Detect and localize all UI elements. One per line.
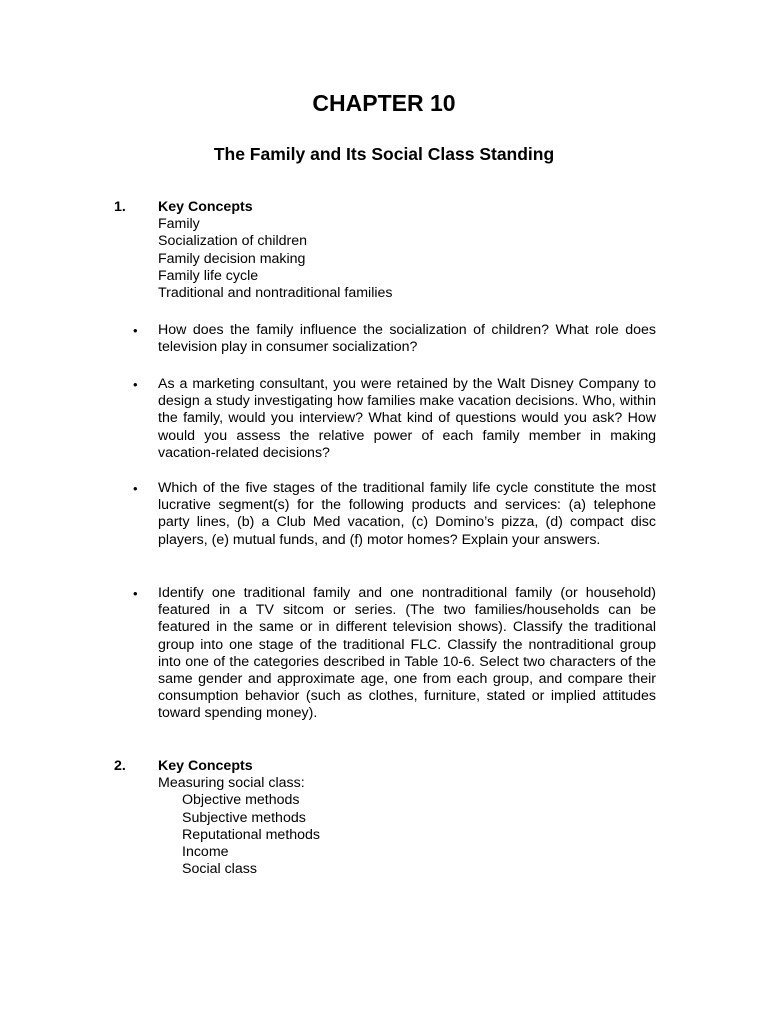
subconcept-item: Income xyxy=(182,844,229,861)
section-number: 1. xyxy=(114,199,126,215)
concept-item: Traditional and nontraditional families xyxy=(158,285,393,302)
section-number: 2. xyxy=(114,758,126,774)
chapter-subtitle: The Family and Its Social Class Standing xyxy=(213,144,555,164)
concept-item: Family life cycle xyxy=(158,267,259,284)
bullet-icon: • xyxy=(133,481,138,496)
section-heading: Key Concepts xyxy=(158,758,253,774)
section-body xyxy=(158,758,658,878)
subconcept-item: Social class xyxy=(182,861,257,878)
subconcept-item: Subjective methods xyxy=(182,809,306,826)
bullet-icon: • xyxy=(133,323,138,338)
chapter-title: CHAPTER 10 xyxy=(312,90,456,116)
concept-list xyxy=(158,216,658,302)
subconcept-item: Objective methods xyxy=(182,792,300,809)
section-body xyxy=(158,199,658,302)
concept-item: Measuring social class: xyxy=(158,775,305,792)
concept-item: Socialization of children xyxy=(158,233,308,250)
bullet-icon: • xyxy=(133,377,138,392)
question-text: How does the family influence the socialization of children? What role does television play in consumer socialization? xyxy=(158,322,656,356)
question-text: As a marketing consultant, you were retained by the Walt Disney Company to design a study investigating how families make vacation decisions. Who, within the family, would you interview? What kind of questions would you ask? How would you assess the relative power of each family member in making vacation-related decisions? xyxy=(158,376,656,461)
section-heading: Key Concepts xyxy=(158,199,253,215)
subconcept-item: Reputational methods xyxy=(182,826,321,843)
concept-item: Family decision making xyxy=(158,250,306,267)
bullet-icon: • xyxy=(133,586,138,601)
question-text: Identify one traditional family and one nontraditional family (or household) featured in a TV sitcom or series. (The two families/households can be featured in the same or in different television shows). Classify the traditional group into one stage of the traditional FLC. Classify the nontraditional group into one of the categories described in Table 10-6. Select two characters of the same gender and approximate age, one from each group, and compare their consumption behavior (such as clothes, furniture, stated or implied attitudes toward spending money). xyxy=(158,585,656,722)
concept-item: Family xyxy=(158,216,200,233)
subconcept-list xyxy=(158,792,658,878)
question-text: Which of the five stages of the traditional family life cycle constitute the most lucrative segment(s) for the following products and services: (a) telephone party lines, (b) a Club Med vacation, (c) Domino’s pizza, (d) compact disc players, (e) mutual funds, and (f) motor homes? Explain your answers. xyxy=(158,480,656,548)
